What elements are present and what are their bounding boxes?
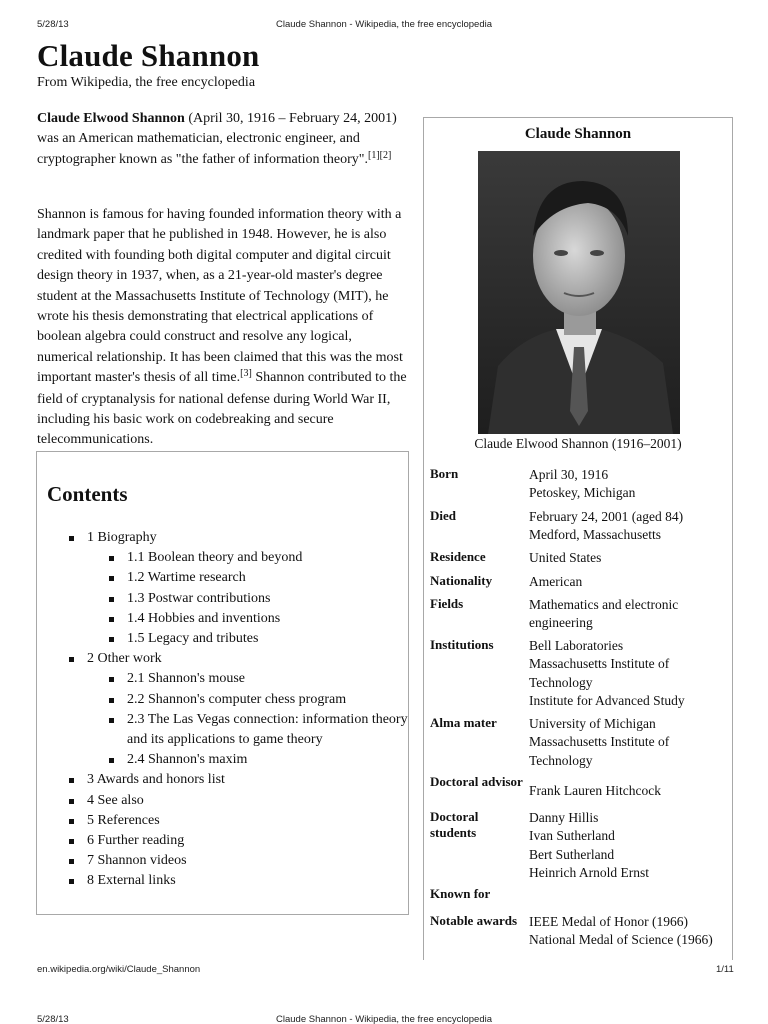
toc-link[interactable]: 2.2 Shannon's computer chess program (127, 691, 347, 707)
infobox-value-line[interactable]: April 30, 1916 (529, 467, 609, 482)
bullet-icon (109, 617, 114, 622)
toc-link[interactable]: 1 Biography (87, 530, 157, 545)
portrait-photo (478, 151, 680, 434)
toc-link[interactable]: 1.1 Boolean theory and beyond (127, 550, 303, 566)
toc-link[interactable]: 1.5 Legacy and tributes (127, 631, 259, 647)
toc-link[interactable]: 2 Other work (87, 651, 162, 667)
toc-item (37, 770, 408, 790)
bullet-icon (69, 859, 74, 864)
toc-item (37, 871, 408, 891)
toc-link[interactable]: 2.3 The Las Vegas connection: information theory and its applications to game theory (127, 711, 408, 748)
infobox-value (529, 508, 729, 545)
bullet-icon (109, 677, 114, 682)
table-of-contents (36, 451, 409, 915)
infobox-label: Born (430, 466, 459, 481)
infobox-value-line[interactable]: Medford, Massachusetts (529, 527, 661, 543)
bullet-icon (109, 556, 114, 561)
infobox-value-line[interactable]: Institute for Advanced Study (529, 693, 685, 709)
infobox-value-line[interactable]: American (529, 574, 583, 589)
toc-item (37, 791, 408, 811)
portrait-image (478, 151, 680, 434)
bullet-icon (109, 576, 114, 581)
toc-item (37, 649, 408, 669)
toc-link[interactable]: 1.3 Postwar contributions (127, 590, 271, 606)
infobox-value-line[interactable]: Mathematics and electronic engineering (529, 597, 679, 631)
infobox-value-line[interactable]: IEEE Medal of Honor (1966) (529, 914, 688, 929)
toc-link[interactable]: 1.4 Hobbies and inventions (127, 610, 281, 626)
print-date: 5/28/13 (37, 19, 69, 30)
bullet-icon (69, 799, 74, 804)
infobox-label: Died (430, 508, 456, 523)
page-subtitle: From Wikipedia, the free encyclopedia (37, 75, 256, 90)
page-url: en.wikipedia.org/wiki/Claude_Shannon (37, 964, 201, 975)
infobox-value (529, 913, 729, 950)
photo-caption: Claude Elwood Shannon (1916–2001) (474, 436, 682, 451)
toc-link[interactable]: 2.4 Shannon's maxim (127, 752, 248, 768)
toc-link[interactable]: 6 Further reading (87, 833, 185, 849)
bullet-icon (69, 657, 74, 662)
page-title: Claude Shannon (37, 38, 260, 73)
bullet-icon (69, 839, 74, 844)
bullet-icon (109, 758, 114, 763)
infobox-value-line[interactable]: Frank Lauren Hitchcock (529, 783, 661, 798)
toc-item (37, 811, 408, 831)
infobox-value-line[interactable]: Bert Sutherland (529, 846, 615, 862)
infobox-value-line[interactable]: Heinrich Arnold Ernst (529, 865, 649, 881)
toc-link[interactable]: 4 See also (87, 792, 144, 808)
infobox-value-line[interactable]: February 24, 2001 (aged 84) (529, 509, 684, 524)
toc-link[interactable]: 5 References (87, 812, 160, 828)
infobox-label: Alma mater (430, 715, 497, 730)
infobox-value (529, 637, 729, 711)
toc-link[interactable]: 3 Awards and honors list (87, 772, 225, 788)
toc-link[interactable]: 2.1 Shannon's mouse (127, 671, 246, 687)
infobox-label: Known for (430, 886, 491, 901)
toc-item (37, 690, 408, 710)
infobox-value (529, 573, 729, 591)
infobox-value (529, 549, 729, 567)
infobox-value-line[interactable]: Ivan Sutherland (529, 828, 615, 844)
toc-item (37, 589, 408, 609)
toc-item (37, 548, 408, 568)
infobox (423, 117, 733, 960)
toc-link[interactable]: 8 External links (87, 873, 176, 889)
infobox-value-line[interactable]: Danny Hillis (529, 810, 599, 825)
body-text-b: Shannon contributed to the field of cryptanalysis for national defense during World War II, including his basic work on codebreaking and secure telecommunications. (37, 370, 407, 448)
infobox-value-line[interactable]: National Medal of Science (1966) (529, 932, 713, 948)
infobox-label: Institutions (430, 637, 494, 652)
page-number: 1/11 (716, 964, 734, 975)
toc-item (37, 669, 408, 689)
toc-item (37, 528, 408, 548)
toc-item (37, 710, 408, 750)
toc-item (37, 609, 408, 629)
body-paragraph (37, 205, 411, 451)
infobox-label: Residence (430, 549, 486, 564)
toc-item (37, 831, 408, 851)
toc-link[interactable]: 1.2 Wartime research (127, 570, 246, 586)
bullet-icon (69, 819, 74, 824)
body-text-a: Shannon is famous for having founded information theory with a landmark paper that he published in 1948. However, he is also credited with founding both digital computer and digital circuit design theory in 1937, when, as a 21-year-old master's degree student at the Massachusetts Institute of Technology (MIT), he wrote his thesis demonstrating that electrical applications of boolean algebra could construct and resolve any logical, numerical relationship. It has been claimed that this was the most important master's thesis of all time. (37, 207, 403, 386)
intro-text: (April 30, 1916 – February 24, 2001) was an American mathematician, electronic engineer, and cryptographer known as "the father of information theory". (37, 111, 397, 167)
toc-link[interactable]: 7 Shannon videos (87, 853, 187, 869)
infobox-value-line[interactable]: University of Michigan (529, 716, 656, 731)
infobox-label: Doctoral students (430, 809, 479, 840)
toc-list (37, 528, 408, 892)
next-print-title: Claude Shannon - Wikipedia, the free encyclopedia (276, 1014, 492, 1024)
bullet-icon (109, 698, 114, 703)
bullet-icon (69, 778, 74, 783)
infobox-value-line[interactable]: Massachusetts Institute of Technology (529, 656, 670, 690)
citation-link[interactable]: [3] (240, 368, 252, 380)
infobox-label: Fields (430, 596, 464, 611)
infobox-value-line[interactable]: Massachusetts Institute of Technology (529, 734, 670, 768)
infobox-title: Claude Shannon (524, 126, 632, 142)
bullet-icon (69, 536, 74, 541)
bullet-icon (69, 879, 74, 884)
infobox-value-line[interactable]: Bell Laboratories (529, 638, 624, 653)
print-title: Claude Shannon - Wikipedia, the free encyclopedia (276, 19, 492, 30)
infobox-value (529, 466, 729, 503)
toc-title: Contents (47, 482, 128, 506)
toc-item (37, 851, 408, 871)
intro-name: Claude Elwood Shannon (37, 111, 185, 126)
citation-link[interactable]: [1][2] (368, 149, 392, 161)
infobox-value-line[interactable]: Petoskey, Michigan (529, 485, 636, 501)
intro-paragraph (37, 109, 411, 171)
infobox-value (529, 782, 729, 800)
infobox-label: Notable awards (430, 913, 518, 928)
next-print-date: 5/28/13 (37, 1014, 69, 1024)
infobox-value (529, 596, 729, 633)
infobox-value (529, 715, 729, 770)
infobox-label: Nationality (430, 573, 493, 588)
infobox-label: Doctoral advisor (430, 774, 523, 789)
bullet-icon (109, 718, 114, 723)
infobox-value (529, 809, 729, 883)
bullet-icon (109, 637, 114, 642)
toc-item (37, 568, 408, 588)
toc-item (37, 629, 408, 649)
bullet-icon (109, 597, 114, 602)
infobox-value-line[interactable]: United States (529, 550, 602, 565)
toc-item (37, 750, 408, 770)
